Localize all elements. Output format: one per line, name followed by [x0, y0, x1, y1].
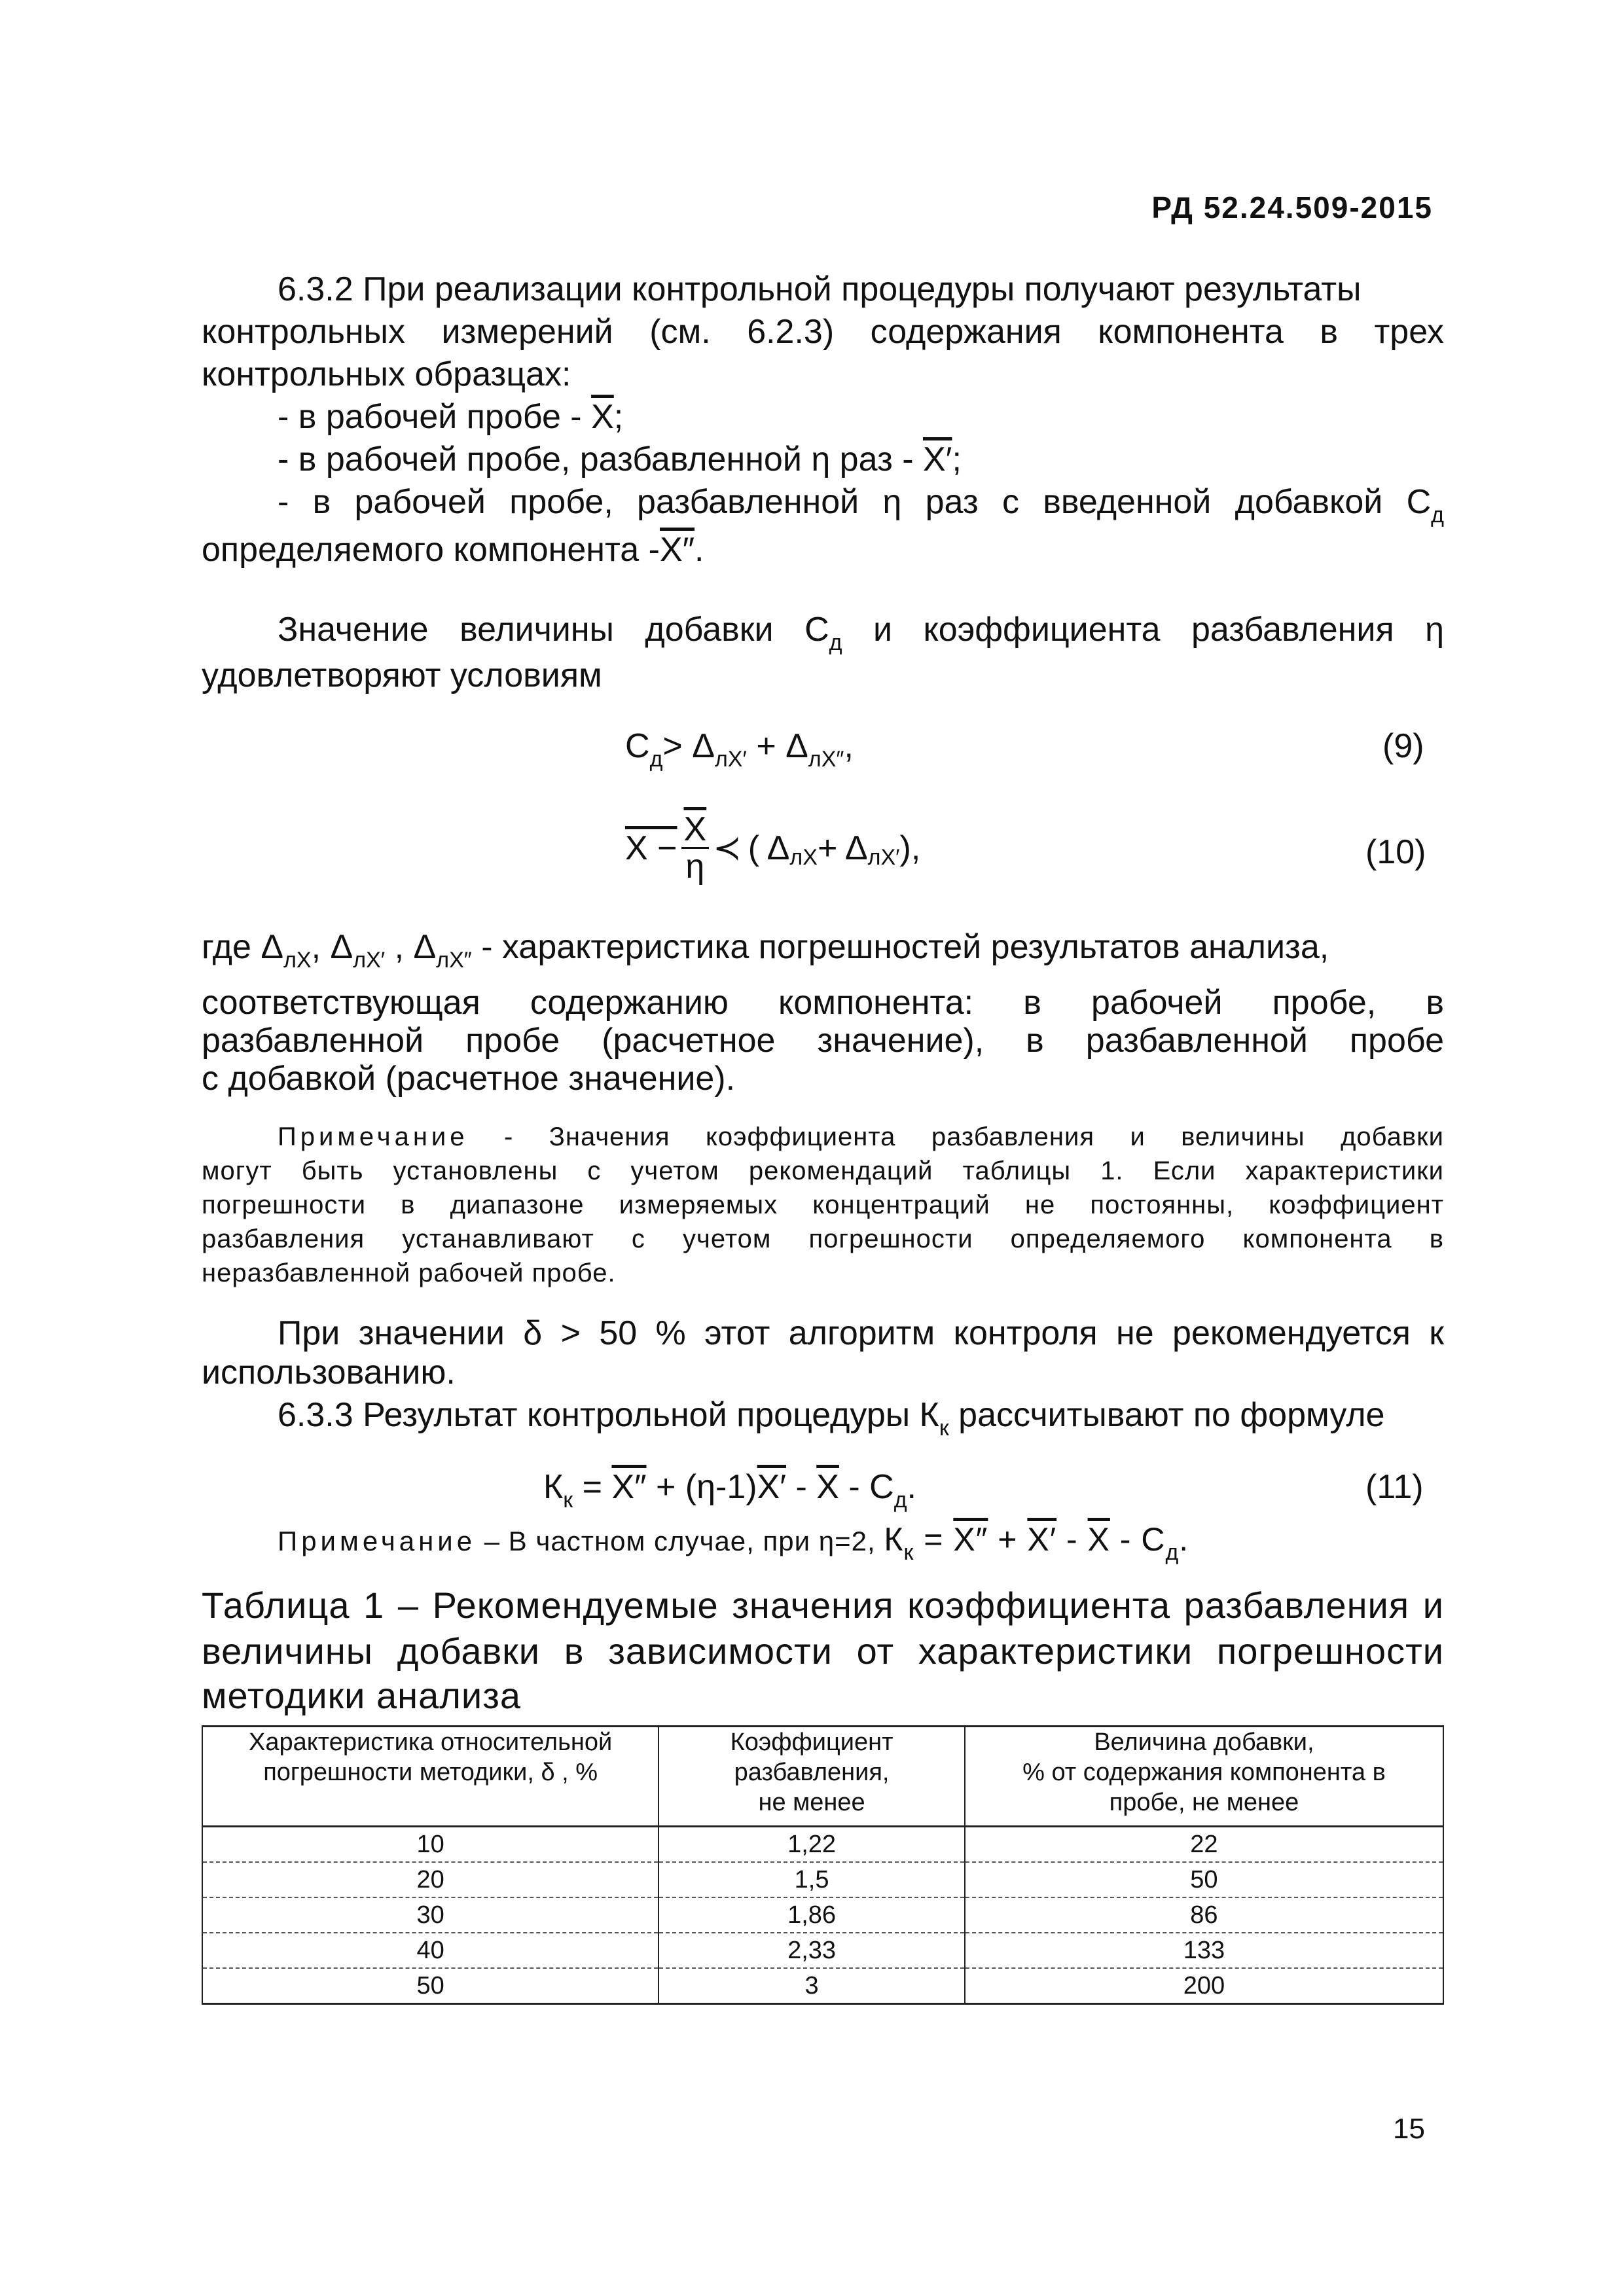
punct: ;	[613, 398, 624, 436]
cell-delta: 30	[202, 1897, 659, 1933]
header-additive-value	[965, 1727, 1443, 1827]
cell-delta: 20	[202, 1862, 659, 1897]
note2-eq: =	[914, 1521, 954, 1558]
eq10-rhs-b: + Δ	[817, 829, 868, 867]
note-label: Примечание	[278, 1526, 477, 1556]
subscript: д	[893, 1488, 907, 1513]
table-row	[202, 1862, 1443, 1897]
section-632-line3: контрольных образцах:	[202, 355, 571, 393]
subscript: лX″	[436, 948, 472, 973]
subscript: д	[829, 630, 842, 655]
equation-10	[625, 812, 920, 884]
equation-11	[543, 1466, 916, 1512]
cell-additive: 86	[965, 1897, 1443, 1933]
table-row	[202, 1827, 1443, 1863]
note2-x1: X′	[1027, 1521, 1057, 1558]
cell-coefficient: 3	[659, 1968, 965, 2004]
list-item-3-text-2: определяемого компонента -	[202, 531, 660, 569]
where-line3: разбавленной пробе (расчетное значение), в разбавленной пробе	[202, 1022, 1444, 1060]
subscript: лX	[789, 844, 818, 870]
header-line: % от содержания компонента в	[1022, 1759, 1386, 1786]
equation-9	[625, 725, 854, 771]
list-item-2-text: - в рабочей пробе, разбавленной η раз -	[278, 440, 914, 478]
header-line: пробе, не менее	[1109, 1789, 1299, 1816]
section-633	[278, 1394, 1384, 1440]
conditions-line1	[278, 609, 1444, 655]
cell-additive: 133	[965, 1933, 1443, 1968]
note1-line5: неразбавленной рабочей пробе.	[202, 1259, 616, 1287]
where-text: где Δ	[202, 928, 284, 966]
recommendation-table	[202, 1725, 1444, 2005]
header-line: Коэффициент	[730, 1729, 893, 1756]
eq9-plus-delta: + Δ	[746, 727, 808, 765]
cell-additive: 22	[965, 1827, 1443, 1863]
punct: ,	[844, 727, 854, 765]
table-header-row	[202, 1727, 1443, 1827]
header-error-characteristic	[202, 1727, 659, 1827]
symbol-x-double-prime: X″	[659, 531, 695, 569]
cell-additive: 200	[965, 1968, 1443, 2004]
cell-delta: 50	[202, 1968, 659, 2004]
equation-11-number: (11)	[1365, 1468, 1424, 1506]
note2	[278, 1521, 1189, 1565]
eq11-x0: $\overline{X}$	[816, 1468, 839, 1506]
cell-coefficient: 2,33	[659, 1933, 965, 1968]
conditions-line2: удовлетворяют условиям	[202, 656, 602, 694]
equation-10-number: (10)	[1365, 833, 1426, 871]
note1-line4: разбавления устанавливают с учетом погрешности определяемого компонента в	[202, 1225, 1444, 1253]
note2-x2: X″	[953, 1521, 988, 1558]
document-code: РД 52.24.509-2015	[1151, 190, 1433, 224]
cell-delta: 40	[202, 1933, 659, 1968]
subscript: лX′	[867, 844, 900, 870]
conditions-text-a: Значение величины добавки С	[278, 611, 829, 649]
note1-line2: могут быть установлены с учетом рекомендаций таблицы 1. Если характеристики	[202, 1157, 1444, 1185]
punct: ;	[952, 440, 962, 478]
header-line: погрешности методики, δ , %	[263, 1759, 598, 1786]
note2-plus: +	[988, 1521, 1028, 1558]
note1-line1	[278, 1119, 1444, 1155]
subscript: к	[939, 1416, 949, 1441]
punct: .	[1179, 1521, 1189, 1558]
eq11-c: - С	[839, 1468, 894, 1506]
subscript: лX	[283, 948, 312, 973]
where-text: - характеристика погрешностей результатов анализа,	[471, 928, 1329, 966]
note-text: - Значения коэффициента разбавления и величины добавки	[503, 1122, 1444, 1151]
header-line: не менее	[758, 1789, 865, 1816]
eq9-gt-delta: > Δ	[662, 727, 715, 765]
section-632-text: 6.3.2 При реализации контрольной процедуры получают результаты	[278, 270, 1362, 308]
cell-additive: 50	[965, 1862, 1443, 1897]
header-line: разбавления,	[734, 1759, 890, 1786]
where-line4: с добавкой (расчетное значение).	[202, 1060, 736, 1098]
table-caption-line3: методики анализа	[202, 1675, 522, 1716]
equation-9-number: (9)	[1382, 727, 1424, 765]
header-line: Величина добавки,	[1094, 1729, 1314, 1756]
eq10-rhs-a: ( Δ	[748, 829, 790, 867]
punct: .	[695, 531, 704, 569]
eq9-c: С	[625, 727, 650, 765]
note2-c: - С	[1110, 1521, 1166, 1558]
eq10-rhs-c: ),	[899, 829, 921, 867]
symbol-x: $\overline{X}$	[591, 398, 614, 436]
section-633-text: 6.3.3 Результат контрольной процедуры К	[278, 1396, 939, 1434]
note1-line3: погрешности в диапазоне измеряемых концентраций не постоянны, коэффициент	[202, 1191, 1444, 1219]
table-row	[202, 1933, 1443, 1968]
section-632-line1	[278, 268, 1444, 310]
conditions-text-b: и коэффициента разбавления η	[873, 611, 1445, 649]
section-633-text-b: рассчитывают по формуле	[948, 1396, 1385, 1434]
note2-x0: $\overline{X}$	[1087, 1521, 1110, 1558]
list-item-1-text: - в рабочей пробе -	[278, 398, 582, 436]
table-row	[202, 1897, 1443, 1933]
eq11-x2: X″	[611, 1468, 647, 1506]
note2-k: К	[884, 1521, 904, 1558]
delta-condition-line1: При значении δ > 50 % этот алгоритм контроля не рекомендуется к	[278, 1314, 1444, 1352]
eq10-x: X −	[625, 829, 677, 867]
subscript: лX′	[353, 948, 386, 973]
table-row	[202, 1968, 1443, 2004]
table-caption-line2: величины добавки в зависимости от характеристики погрешности	[202, 1630, 1444, 1672]
cell-coefficient: 1,22	[659, 1827, 965, 1863]
eq11-eq: =	[573, 1468, 612, 1506]
where-line1	[202, 926, 1329, 972]
where-line2: соответствующая содержанию компонента: в рабочей пробе, в	[202, 984, 1444, 1022]
table-caption-line1: Таблица 1 – Рекомендуемые значения коэффициента разбавления и	[202, 1585, 1444, 1626]
header-line: Характеристика относительной	[248, 1729, 613, 1756]
list-item-1	[278, 396, 623, 438]
subscript: д	[1431, 503, 1444, 528]
subscript: к	[903, 1540, 914, 1565]
subscript: д	[1165, 1540, 1180, 1565]
list-item-3-text: - в рабочей пробе, разбавленной η раз с введенной добавкой С	[278, 483, 1432, 521]
subscript: д	[649, 747, 663, 772]
eq11-minus: -	[786, 1468, 817, 1506]
eq10-relation: ≺	[713, 829, 742, 867]
note-label: Примечание	[278, 1122, 469, 1151]
section-632-line2: контрольных измерений (см. 6.2.3) содержания компонента в трех	[202, 313, 1444, 351]
note2-minus: -	[1056, 1521, 1088, 1558]
eq10-fraction	[681, 812, 710, 884]
eq11-k: К	[543, 1468, 564, 1506]
page-number: 15	[1393, 2113, 1425, 2145]
note-text: – В частном случае, при η=2,	[476, 1526, 884, 1556]
symbol-x-prime: X′	[923, 440, 952, 478]
where-text: , Δ	[385, 928, 437, 966]
fraction-numerator: $\overline{X}$	[681, 812, 710, 849]
list-item-3-cont	[202, 529, 704, 571]
delta-condition-line2: использованию.	[202, 1354, 456, 1391]
cell-delta: 10	[202, 1827, 659, 1863]
eq11-coef: + (η-1)	[646, 1468, 757, 1506]
list-item-2	[278, 439, 962, 480]
subscript: к	[563, 1488, 573, 1513]
where-text: , Δ	[311, 928, 353, 966]
subscript: лX″	[808, 747, 844, 772]
subscript: лX′	[714, 747, 747, 772]
eq11-x1: X′	[757, 1468, 787, 1506]
header-dilution-coefficient	[659, 1727, 965, 1827]
punct: .	[907, 1468, 916, 1506]
cell-coefficient: 1,5	[659, 1862, 965, 1897]
cell-coefficient: 1,86	[659, 1897, 965, 1933]
fraction-denominator: η	[685, 848, 705, 886]
list-item-3	[278, 481, 1444, 527]
